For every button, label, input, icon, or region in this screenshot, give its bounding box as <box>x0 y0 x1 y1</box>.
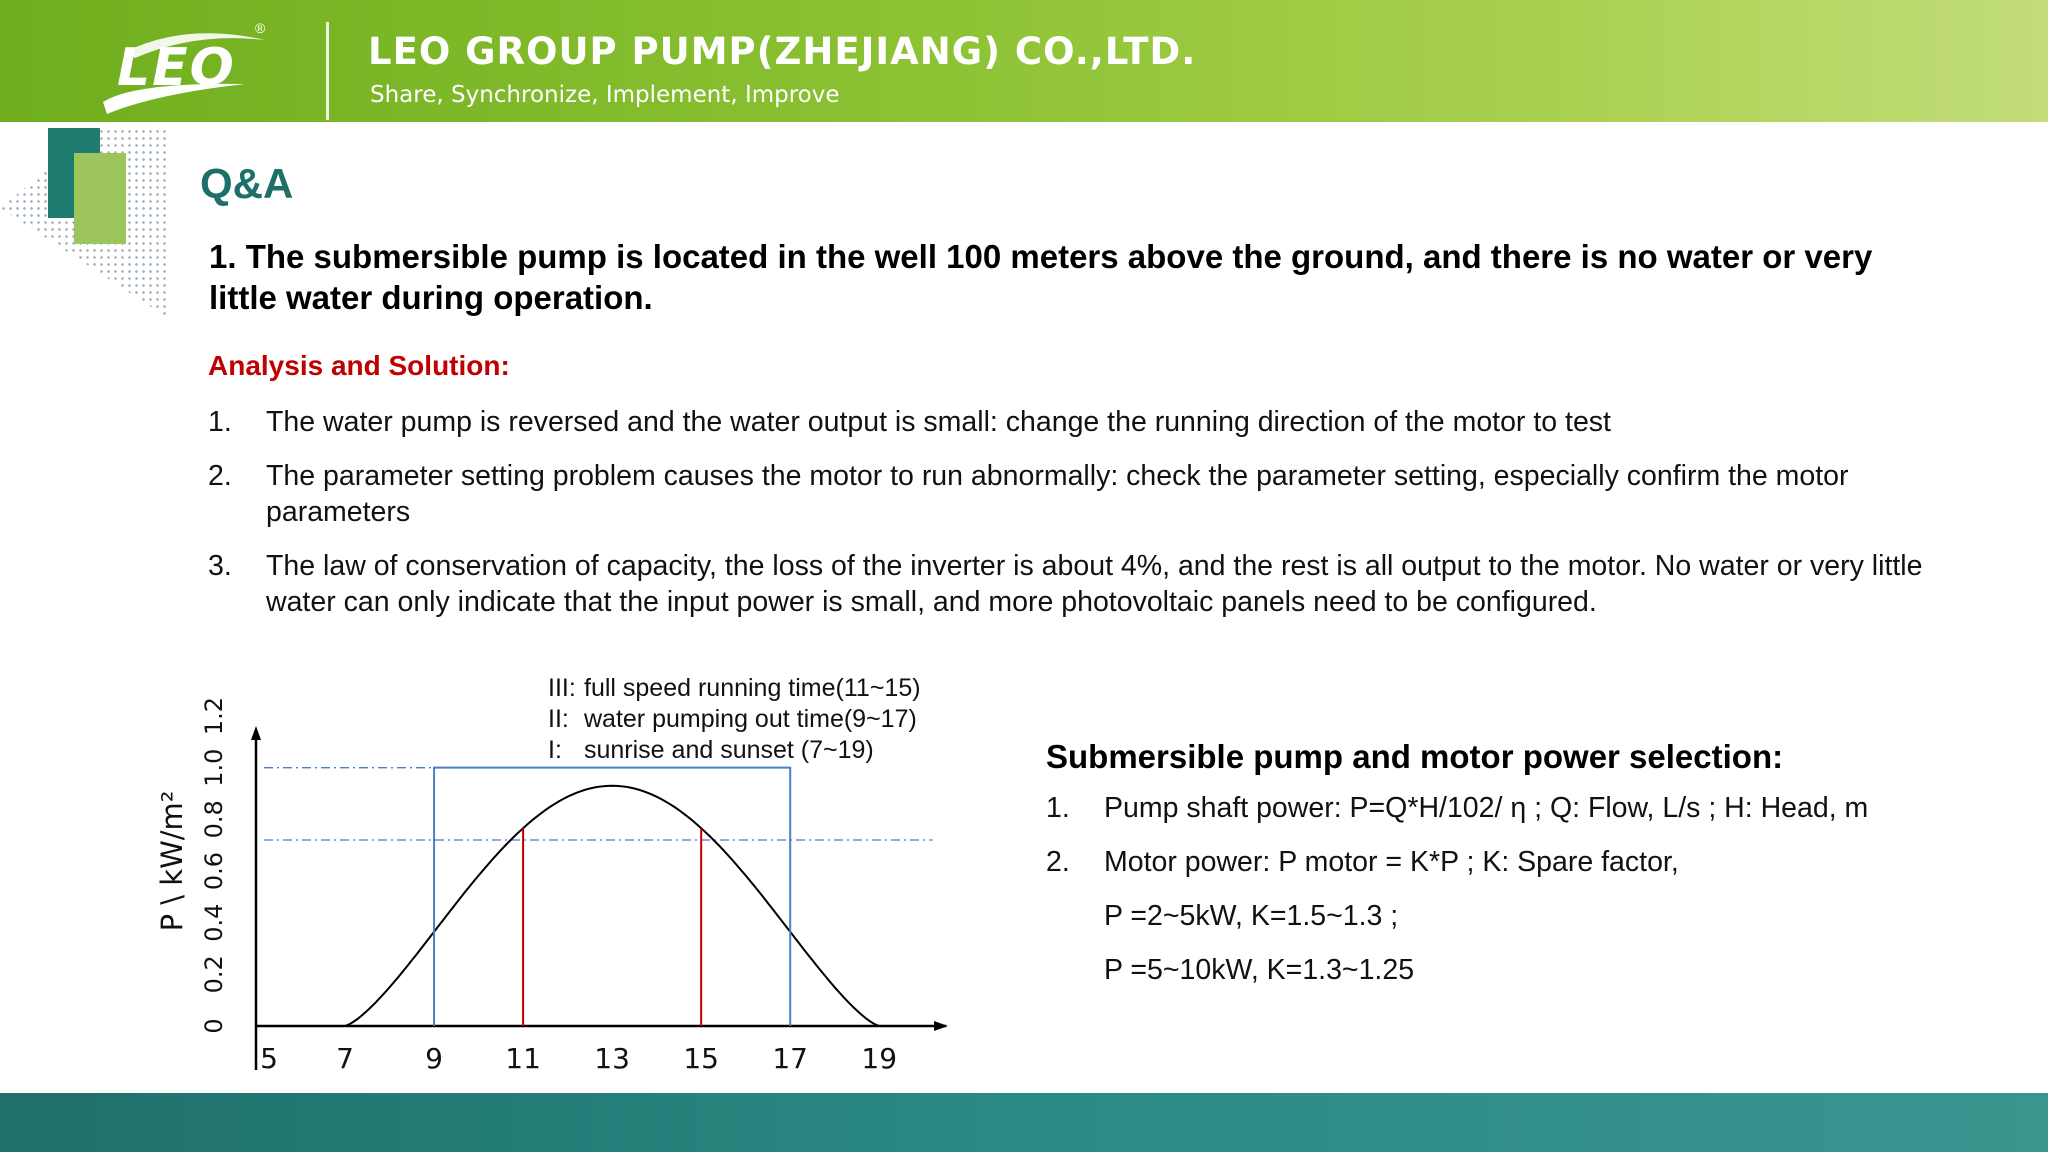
list-item-number: 3. <box>208 550 232 582</box>
x-tick-label: 5 <box>260 1042 278 1075</box>
list-item-text: The parameter setting problem causes the motor to run abnormally: check the parameter setting, especially confirm the motor parameters <box>266 460 1849 528</box>
x-tick-label: 15 <box>683 1042 719 1075</box>
y-tick-label: 1.2 <box>200 696 228 736</box>
header-divider <box>326 22 329 120</box>
registered-mark: ® <box>255 20 266 36</box>
selection-item-number: 2. <box>1046 846 1070 878</box>
chart-canvas <box>155 660 960 1090</box>
y-tick-label: 1.0 <box>200 748 228 787</box>
y-tick-label: 0.4 <box>200 903 228 942</box>
logo-text: LEO <box>117 38 236 98</box>
legend-key: II: <box>548 705 569 733</box>
x-tick-label: 13 <box>594 1042 630 1075</box>
footer-band <box>0 1093 2048 1152</box>
selection-item-text: Motor power: P motor = K*P ; K: Spare factor, <box>1104 846 1679 878</box>
selection-item-text: Pump shaft power: P=Q*H/102/ η ; Q: Flow, L/s ; H: Head, m <box>1104 792 1869 824</box>
company-slogan: Share, Synchronize, Implement, Improve <box>370 82 840 108</box>
list-item-text: The water pump is reversed and the water output is small: change the running direction of the motor to test <box>266 406 1611 438</box>
legend-text: water pumping out time(9~17) <box>584 705 917 733</box>
company-logo <box>95 22 275 114</box>
company-name: LEO GROUP PUMP(ZHEJIANG) CO.,LTD. <box>368 30 1197 73</box>
list-item-number: 2. <box>208 460 232 492</box>
selection-item-text: P =2~5kW, K=1.5~1.3 ; <box>1104 900 1399 932</box>
x-tick-label: 7 <box>336 1042 354 1075</box>
y-axis-arrow-icon <box>251 726 261 740</box>
selection-item-number: 1. <box>1046 792 1070 824</box>
y-tick-label: 0.8 <box>200 800 228 839</box>
pumping-interval-marker <box>434 768 790 1026</box>
list-item-number: 1. <box>208 406 232 438</box>
y-tick-label: 0.6 <box>200 851 228 891</box>
list-item-text: The law of conservation of capacity, the loss of the inverter is about 4%, and the rest is all output to the motor. No water or very little water can only indicate that the input power is small, and more photovoltaic panels need to be configured. <box>266 550 1923 618</box>
y-tick-label: 0.2 <box>200 955 228 994</box>
solar-power-curve <box>345 786 879 1026</box>
selection-title: Submersible pump and motor power selection: <box>1046 738 1784 775</box>
selection-item-text: P =5~10kW, K=1.3~1.25 <box>1104 954 1415 986</box>
legend-key: III: <box>548 674 576 702</box>
legend-text: full speed running time(11~15) <box>584 674 921 702</box>
page-title: Q&A <box>200 160 294 207</box>
legend-text: sunrise and sunset (7~19) <box>584 736 874 764</box>
legend-key: I: <box>548 736 562 764</box>
x-tick-label: 9 <box>425 1042 443 1075</box>
solar-power-chart <box>155 660 960 1090</box>
analysis-heading: Analysis and Solution: <box>208 350 510 381</box>
header-banner <box>0 0 2048 122</box>
y-axis-label: P \ kW/m² <box>155 790 189 932</box>
x-axis-arrow-icon <box>934 1021 948 1031</box>
decorative-square-green <box>74 153 126 244</box>
x-tick-label: 17 <box>772 1042 809 1075</box>
x-tick-label: 11 <box>505 1042 541 1075</box>
y-tick-label: 0 <box>200 1018 228 1034</box>
question-text: 1. The submersible pump is located in the well 100 meters above the ground, and there is no water or very little water during operation. <box>209 238 1873 316</box>
x-tick-label: 19 <box>861 1042 898 1075</box>
